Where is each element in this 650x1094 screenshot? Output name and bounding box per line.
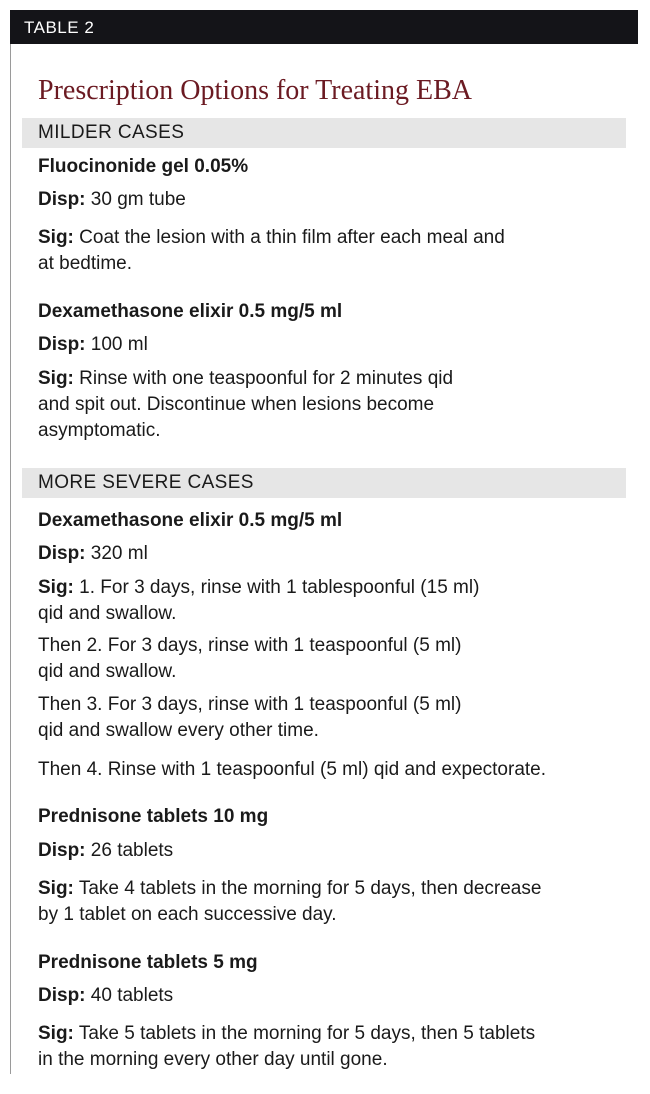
- disp-line: [38, 187, 186, 213]
- disp-line: [38, 332, 148, 358]
- disp-value: 320 ml: [90, 543, 148, 564]
- drug-name: Dexamethasone elixir 0.5 mg/5 ml: [38, 510, 343, 531]
- sig-label: Sig:: [38, 577, 74, 598]
- sig-text-continued: qid and swallow every other time.: [38, 720, 319, 741]
- sig-text-continued: at bedtime.: [38, 253, 132, 274]
- sig-text-continued: in the morning every other day until gone.: [38, 1049, 388, 1070]
- disp-label: Disp:: [38, 985, 86, 1006]
- table-number-label: TABLE 2: [24, 18, 95, 37]
- disp-label: Disp:: [38, 840, 86, 861]
- sig-label: Sig:: [38, 227, 74, 248]
- sig-line: [38, 225, 505, 251]
- disp-label: Disp:: [38, 189, 86, 210]
- disp-line: [38, 983, 173, 1009]
- sig-text: Rinse with one teaspoonful for 2 minutes qid: [79, 368, 454, 389]
- sig-text-continued: qid and swallow.: [38, 661, 177, 682]
- disp-label: Disp:: [38, 334, 86, 355]
- disp-value: 30 gm tube: [90, 189, 186, 210]
- drug-name: Dexamethasone elixir 0.5 mg/5 ml: [38, 301, 343, 322]
- sig-text: Take 4 tablets in the morning for 5 days, then decrease: [78, 878, 542, 899]
- drug-name: Prednisone tablets 10 mg: [38, 806, 269, 827]
- drug-name: Prednisone tablets 5 mg: [38, 952, 258, 973]
- sig-label: Sig:: [38, 878, 74, 899]
- sig-text-continued: Then 2. For 3 days, rinse with 1 teaspoonful (5 ml): [38, 635, 462, 656]
- sig-line: [38, 876, 541, 902]
- disp-value: 26 tablets: [90, 840, 174, 861]
- section-heading-milder-cases: [22, 118, 626, 148]
- disp-label: Disp:: [38, 543, 86, 564]
- table-header-bar: [10, 10, 638, 44]
- sig-text-continued: asymptomatic.: [38, 420, 161, 441]
- drug-name: Fluocinonide gel 0.05%: [38, 156, 249, 177]
- sig-text-continued: and spit out. Discontinue when lesions become: [38, 394, 435, 415]
- sig-label: Sig:: [38, 368, 74, 389]
- sig-text: Coat the lesion with a thin film after each meal and: [79, 227, 505, 248]
- disp-value: 100 ml: [90, 334, 148, 355]
- sig-text: Take 5 tablets in the morning for 5 days, then 5 tablets: [78, 1023, 536, 1044]
- table-title: Prescription Options for Treating EBA: [38, 75, 472, 106]
- sig-line: [38, 575, 479, 601]
- sig-text-continued: qid and swallow.: [38, 603, 177, 624]
- disp-line: [38, 541, 148, 567]
- section-heading-label: MORE SEVERE CASES: [38, 472, 254, 493]
- sig-line: [38, 366, 453, 392]
- sig-label: Sig:: [38, 1023, 74, 1044]
- section-heading-label: MILDER CASES: [38, 122, 185, 143]
- sig-text-continued: Then 3. For 3 days, rinse with 1 teaspoonful (5 ml): [38, 694, 462, 715]
- disp-line: [38, 838, 173, 864]
- disp-value: 40 tablets: [90, 985, 174, 1006]
- sig-text: 1. For 3 days, rinse with 1 tablespoonful (15 ml): [79, 577, 480, 598]
- left-border-rule: [10, 44, 11, 1074]
- sig-text-continued: by 1 tablet on each successive day.: [38, 904, 337, 925]
- sig-line: [38, 1021, 535, 1047]
- section-heading-more-severe-cases: [22, 468, 626, 498]
- sig-text-continued: Then 4. Rinse with 1 teaspoonful (5 ml) qid and expectorate.: [38, 759, 547, 780]
